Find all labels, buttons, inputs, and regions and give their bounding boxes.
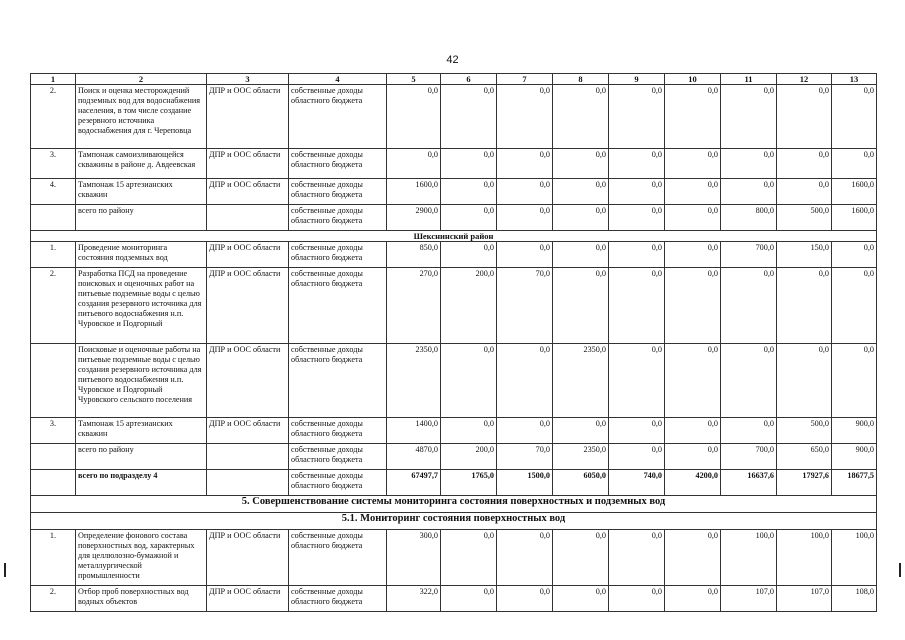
value-cell: 100,0 [832, 530, 877, 586]
funding-source: собственные доходы областного бюджета [289, 242, 387, 268]
value-cell: 0,0 [553, 418, 609, 444]
value-cell: 0,0 [497, 149, 553, 179]
row-number [31, 470, 76, 496]
row-number: 1. [31, 530, 76, 586]
funding-source: собственные доходы областного бюджета [289, 530, 387, 586]
section-title: 5. Совершенствование системы мониторинга состояния поверхностных и подземных вод [31, 496, 877, 513]
table-row [31, 344, 877, 418]
executor: ДПР и ООС области [207, 149, 289, 179]
activity-name: всего по району [76, 205, 207, 231]
value-cell: 0,0 [497, 418, 553, 444]
value-cell: 0,0 [721, 85, 777, 149]
value-cell: 0,0 [721, 418, 777, 444]
header-cell: 8 [553, 74, 609, 85]
activity-name: Отбор проб поверхностных вод водных объектов [76, 586, 207, 612]
value-cell: 0,0 [832, 344, 877, 418]
executor: ДПР и ООС области [207, 418, 289, 444]
value-cell: 0,0 [441, 149, 497, 179]
value-cell: 200,0 [441, 268, 497, 344]
activity-name: Разработка ПСД на проведение поисковых и оценочных работ на питьевые подземные воды с целью создания резервного источника для питьевого водоснабжения н.п. Чуровское и Подгорный [76, 268, 207, 344]
funding-source: собственные доходы областного бюджета [289, 344, 387, 418]
value-cell: 1600,0 [832, 205, 877, 231]
value-cell: 0,0 [441, 530, 497, 586]
value-cell: 2350,0 [553, 344, 609, 418]
funding-source: собственные доходы областного бюджета [289, 418, 387, 444]
value-cell: 0,0 [497, 205, 553, 231]
executor: ДПР и ООС области [207, 85, 289, 149]
value-cell: 0,0 [553, 586, 609, 612]
row-number [31, 444, 76, 470]
table-row [31, 242, 877, 268]
executor: ДПР и ООС области [207, 242, 289, 268]
value-cell: 0,0 [665, 444, 721, 470]
header-cell: 2 [76, 74, 207, 85]
value-cell: 0,0 [665, 149, 721, 179]
executor: ДПР и ООС области [207, 586, 289, 612]
row-number: 1. [31, 242, 76, 268]
section-row [31, 496, 877, 513]
value-cell: 0,0 [497, 530, 553, 586]
value-cell: 0,0 [721, 268, 777, 344]
value-cell: 500,0 [777, 418, 832, 444]
value-cell: 0,0 [777, 149, 832, 179]
value-cell: 1600,0 [387, 179, 441, 205]
value-cell: 740,0 [609, 470, 665, 496]
table-row [31, 179, 877, 205]
header-cell: 3 [207, 74, 289, 85]
header-cell: 7 [497, 74, 553, 85]
value-cell: 107,0 [721, 586, 777, 612]
value-cell: 0,0 [609, 268, 665, 344]
section-row [31, 231, 877, 242]
value-cell: 0,0 [665, 418, 721, 444]
value-cell: 0,0 [721, 344, 777, 418]
value-cell: 0,0 [777, 268, 832, 344]
value-cell: 0,0 [609, 85, 665, 149]
value-cell: 500,0 [777, 205, 832, 231]
value-cell: 0,0 [553, 242, 609, 268]
value-cell: 322,0 [387, 586, 441, 612]
value-cell: 16637,6 [721, 470, 777, 496]
table-row [31, 530, 877, 586]
value-cell: 2900,0 [387, 205, 441, 231]
value-cell: 0,0 [777, 344, 832, 418]
value-cell: 0,0 [387, 85, 441, 149]
value-cell: 0,0 [387, 149, 441, 179]
row-number [31, 344, 76, 418]
value-cell: 0,0 [832, 268, 877, 344]
value-cell: 0,0 [777, 85, 832, 149]
activity-name: Поиск и оценка месторождений подземных вод для водоснабжения населения, в том числе создание резервного источника водоснабжения для г. Череповца [76, 85, 207, 149]
value-cell: 700,0 [721, 444, 777, 470]
value-cell: 0,0 [609, 530, 665, 586]
header-cell: 10 [665, 74, 721, 85]
value-cell: 150,0 [777, 242, 832, 268]
executor [207, 470, 289, 496]
value-cell: 0,0 [497, 242, 553, 268]
value-cell: 0,0 [665, 586, 721, 612]
section-title: Шекснинский район [31, 231, 877, 242]
executor: ДПР и ООС области [207, 179, 289, 205]
header-cell: 1 [31, 74, 76, 85]
value-cell: 0,0 [665, 344, 721, 418]
row-number: 4. [31, 179, 76, 205]
funding-source: собственные доходы областного бюджета [289, 179, 387, 205]
value-cell: 0,0 [497, 179, 553, 205]
value-cell: 1765,0 [441, 470, 497, 496]
value-cell: 18677,5 [832, 470, 877, 496]
table-row [31, 418, 877, 444]
value-cell: 900,0 [832, 444, 877, 470]
value-cell: 0,0 [609, 149, 665, 179]
executor [207, 205, 289, 231]
value-cell: 1400,0 [387, 418, 441, 444]
table-row [31, 586, 877, 612]
row-number: 2. [31, 85, 76, 149]
header-row [31, 74, 877, 85]
header-cell: 9 [609, 74, 665, 85]
executor: ДПР и ООС области [207, 344, 289, 418]
value-cell: 0,0 [441, 586, 497, 612]
header-cell: 4 [289, 74, 387, 85]
value-cell: 100,0 [721, 530, 777, 586]
table-row [31, 85, 877, 149]
activity-name: Определение фонового состава поверхностных вод, характерных для целлюлозно-бумажной и металлургической промышленности [76, 530, 207, 586]
value-cell: 17927,6 [777, 470, 832, 496]
right-margin-mark [899, 563, 901, 577]
value-cell: 0,0 [553, 179, 609, 205]
value-cell: 70,0 [497, 444, 553, 470]
header-cell: 12 [777, 74, 832, 85]
value-cell: 0,0 [721, 179, 777, 205]
value-cell: 70,0 [497, 268, 553, 344]
funding-source: собственные доходы областного бюджета [289, 149, 387, 179]
funding-source: собственные доходы областного бюджета [289, 85, 387, 149]
value-cell: 0,0 [441, 344, 497, 418]
value-cell: 650,0 [777, 444, 832, 470]
value-cell: 1600,0 [832, 179, 877, 205]
value-cell: 0,0 [609, 586, 665, 612]
row-number: 2. [31, 268, 76, 344]
value-cell: 0,0 [441, 418, 497, 444]
value-cell: 0,0 [609, 205, 665, 231]
value-cell: 1500,0 [497, 470, 553, 496]
value-cell: 0,0 [777, 179, 832, 205]
value-cell: 0,0 [553, 268, 609, 344]
value-cell: 0,0 [553, 85, 609, 149]
value-cell: 700,0 [721, 242, 777, 268]
table-row [31, 268, 877, 344]
value-cell: 0,0 [665, 268, 721, 344]
executor: ДПР и ООС области [207, 268, 289, 344]
table-row [31, 205, 877, 231]
value-cell: 0,0 [441, 205, 497, 231]
header-cell: 5 [387, 74, 441, 85]
value-cell: 300,0 [387, 530, 441, 586]
value-cell: 100,0 [777, 530, 832, 586]
value-cell: 0,0 [832, 242, 877, 268]
funding-source: собственные доходы областного бюджета [289, 470, 387, 496]
header-cell: 6 [441, 74, 497, 85]
row-number: 3. [31, 149, 76, 179]
executor [207, 444, 289, 470]
value-cell: 0,0 [497, 344, 553, 418]
activity-name: Тампонаж 15 артезианских скважин [76, 179, 207, 205]
table-row [31, 444, 877, 470]
value-cell: 0,0 [665, 179, 721, 205]
left-margin-mark [4, 563, 6, 577]
value-cell: 0,0 [609, 179, 665, 205]
value-cell: 0,0 [441, 242, 497, 268]
value-cell: 0,0 [441, 85, 497, 149]
page-number: 42 [446, 54, 459, 66]
value-cell: 0,0 [553, 149, 609, 179]
value-cell: 900,0 [832, 418, 877, 444]
funding-source: собственные доходы областного бюджета [289, 205, 387, 231]
funding-source: собственные доходы областного бюджета [289, 444, 387, 470]
value-cell: 800,0 [721, 205, 777, 231]
activity-name: Проведение мониторинга состояния подземных вод [76, 242, 207, 268]
header-cell: 13 [832, 74, 877, 85]
value-cell: 0,0 [609, 418, 665, 444]
value-cell: 0,0 [609, 242, 665, 268]
section-row [31, 513, 877, 530]
executor: ДПР и ООС области [207, 530, 289, 586]
section-title: 5.1. Мониторинг состояния поверхностных вод [31, 513, 877, 530]
row-number: 2. [31, 586, 76, 612]
value-cell: 0,0 [832, 149, 877, 179]
value-cell: 107,0 [777, 586, 832, 612]
value-cell: 0,0 [665, 205, 721, 231]
activity-name: Тампонаж самоизливающейся скважины в районе д. Авдеевская [76, 149, 207, 179]
value-cell: 108,0 [832, 586, 877, 612]
table-row [31, 470, 877, 496]
value-cell: 2350,0 [553, 444, 609, 470]
table-row [31, 149, 877, 179]
funding-source: собственные доходы областного бюджета [289, 268, 387, 344]
value-cell: 67497,7 [387, 470, 441, 496]
value-cell: 0,0 [832, 85, 877, 149]
value-cell: 200,0 [441, 444, 497, 470]
value-cell: 0,0 [609, 444, 665, 470]
activity-name: всего по району [76, 444, 207, 470]
value-cell: 4200,0 [665, 470, 721, 496]
value-cell: 270,0 [387, 268, 441, 344]
value-cell: 0,0 [609, 344, 665, 418]
activity-name: Поисковые и оценочные работы на питьевые подземные воды с целью создания резервного источника для питьевого водоснабжения н.п. Чуровское и Подгорный Чуровского сельского поселения [76, 344, 207, 418]
budget-table [30, 73, 877, 612]
value-cell: 0,0 [497, 586, 553, 612]
value-cell: 0,0 [665, 242, 721, 268]
row-number: 3. [31, 418, 76, 444]
value-cell: 0,0 [665, 530, 721, 586]
value-cell: 2350,0 [387, 344, 441, 418]
value-cell: 6050,0 [553, 470, 609, 496]
row-number [31, 205, 76, 231]
funding-source: собственные доходы областного бюджета [289, 586, 387, 612]
value-cell: 850,0 [387, 242, 441, 268]
activity-name: всего по подразделу 4 [76, 470, 207, 496]
value-cell: 0,0 [441, 179, 497, 205]
value-cell: 0,0 [553, 205, 609, 231]
value-cell: 0,0 [721, 149, 777, 179]
value-cell: 4870,0 [387, 444, 441, 470]
value-cell: 0,0 [665, 85, 721, 149]
value-cell: 0,0 [497, 85, 553, 149]
value-cell: 0,0 [553, 530, 609, 586]
activity-name: Тампонаж 15 артезианских скважин [76, 418, 207, 444]
header-cell: 11 [721, 74, 777, 85]
